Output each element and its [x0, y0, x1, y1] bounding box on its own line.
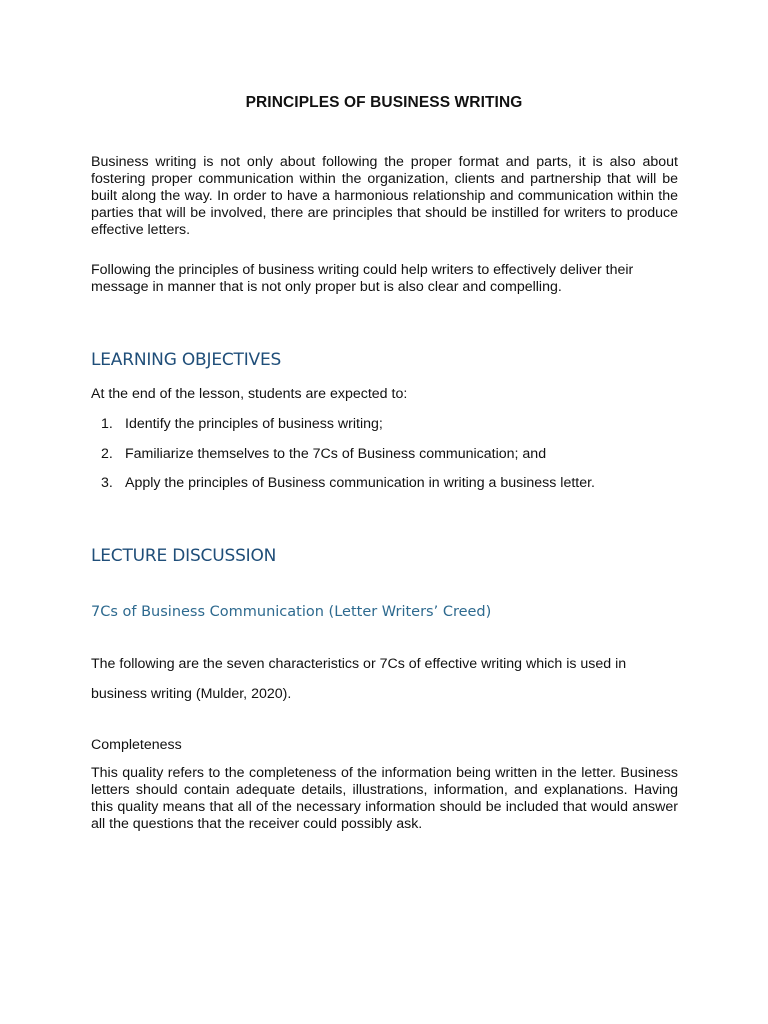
list-item: [91, 475, 691, 505]
list-item: [91, 446, 691, 476]
list-item-number: 1.: [101, 416, 113, 432]
seven-cs-subheading: 7Cs of Business Communication (Letter Writers’ Creed): [91, 604, 492, 620]
intro-paragraph-1: Business writing is not only about following the proper format and parts, it is also about fostering proper communication within the organization, clients and partnership that will be built along the way. In order to have a harmonious relationship and communication within the parties that will be involved, there are principles that should be instilled for writers to produce effective letters.: [91, 154, 678, 238]
page-title: PRINCIPLES OF BUSINESS WRITING: [245, 94, 523, 111]
list-item-text: Identify the principles of business writing;: [125, 416, 383, 432]
list-item-text: Familiarize themselves to the 7Cs of Business communication; and: [125, 445, 547, 462]
learning-objectives-heading: LEARNING OBJECTIVES: [91, 350, 282, 370]
list-item-text: Apply the principles of Business communication in writing a business letter.: [125, 475, 595, 492]
list-item-number: 2.: [101, 445, 113, 462]
seven-cs-intro: The following are the seven characteristics or 7Cs of effective writing which is used in business writing (Mulder, 2020).: [91, 656, 627, 702]
lecture-discussion-heading: LECTURE DISCUSSION: [91, 546, 277, 566]
list-item: [91, 416, 691, 446]
learning-objectives-intro: At the end of the lesson, students are expected to:: [91, 386, 408, 402]
intro-paragraph-2: Following the principles of business writing could help writers to effectively deliver their message in manner that is not only proper but is also clear and compelling.: [91, 262, 634, 295]
list-item-number: 3.: [101, 475, 113, 492]
completeness-label: Completeness: [91, 737, 182, 753]
completeness-paragraph: This quality refers to the completeness of the information being written in the letter. Business letters should contain adequate details, illustrations, information, and explanations. Having this quality means that all of the necessary information should be included that would answer all the questions that the receiver could possibly ask.: [91, 765, 678, 832]
objectives-list: [91, 416, 691, 505]
